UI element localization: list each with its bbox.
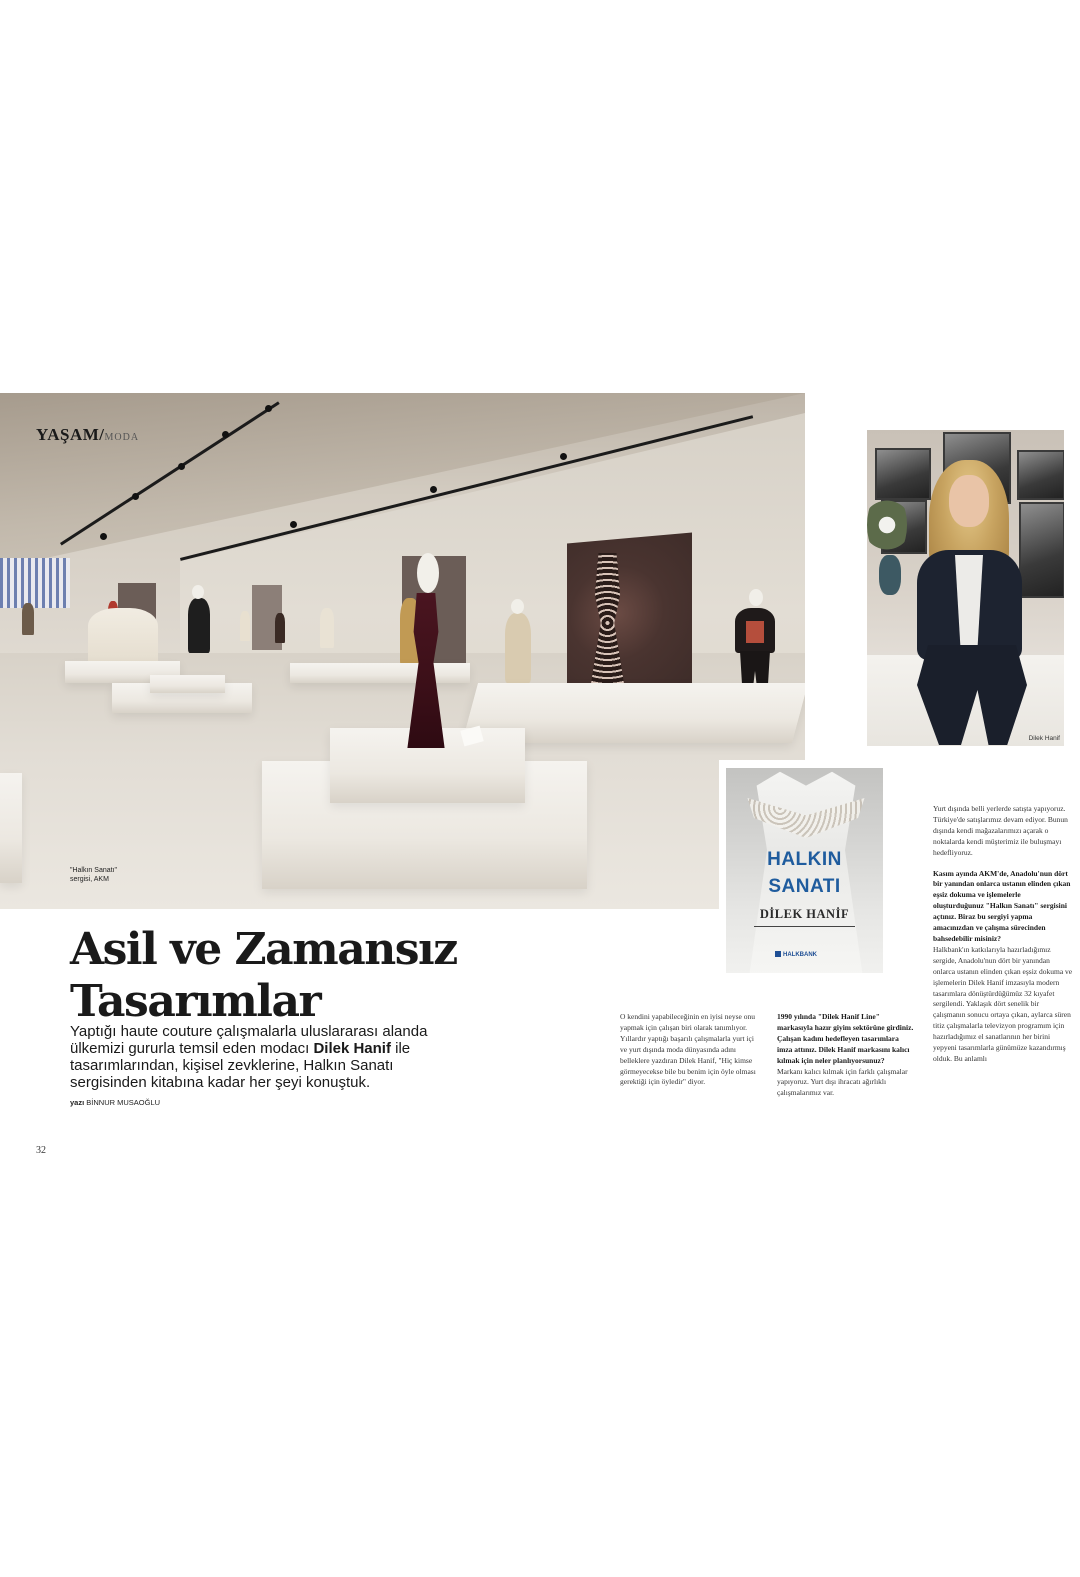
publisher-logo [775, 951, 817, 958]
body-paragraph: O kendini yapabileceğinin en iyisi neyse onu yapmak için çalışan biri olarak tanımlıyor. Yıllardır yaptığı başarılı çalışmalarla yurt içi ve yurt dışında moda dünyasında adını belleklere yazdıran Dilek Hanif, "Hiç kimse görmeyecekse bile bu benim için öyle olması gerektiği için öyledir" diyor. [620, 1012, 756, 1087]
portrait-photo [867, 430, 1064, 746]
byline [70, 1098, 160, 1107]
book-author: DİLEK HANİF [759, 907, 850, 921]
mannequin [240, 611, 250, 641]
book-title-line: HALKIN [767, 849, 842, 870]
photo-caption [70, 866, 180, 884]
wall-frame [1019, 502, 1064, 598]
book-divider [754, 926, 855, 927]
display-screen [0, 558, 70, 608]
article-headline [70, 924, 490, 1028]
spotlight [290, 521, 297, 528]
body-paragraph: Halkbank'ın katkılarıyla hazırladığımız sergide, Anadolu'nun dört bir yanından onlarca ustanın elinden çıkan eşsiz dokuma ve işlemelerin Dilek Hanif imzasıyla modern tasarımlara dönüştürdüğümüz 32 kıyafet sergilendi. Yaklaşık dört senelik bir çalışmanın sonucu ortaya çıkan, aylarca süren titiz çalışmalarla televizyon programım için hazırladığımız el sanatlarının her birini yepyeni tasarımlarla günümüze kazandırmış olduk. Bu anlamlı [933, 944, 1073, 1063]
body-paragraph: Markanı kalıcı kılmak için farklı çalışmalar yapıyoruz. Yurt dışı ihracatı ağırlıklı çalışmalarımız var. [777, 1066, 908, 1098]
byline-prefix: yazı [70, 1098, 85, 1107]
book-title-line: SANATI [768, 876, 841, 897]
interview-question: 1990 yılında "Dilek Hanif Line" markasıyla hazır giyim sektörüne girdiniz. Çalışan kadını hedefleyen tasarımlara imza attınız. Dilek Hanif markasını kalıcı kılmak için neler planlıyorsunuz? [777, 1012, 914, 1065]
book-cover [726, 768, 883, 973]
caption-line: sergisi, AKM [70, 876, 109, 883]
mannequin [275, 613, 285, 643]
halkbank-logo-icon [775, 951, 781, 957]
publisher-name: HALKBANK [783, 952, 817, 958]
mannequin-head [511, 599, 524, 614]
face [949, 475, 989, 527]
section-label [36, 425, 139, 445]
spotlight [100, 533, 107, 540]
plinth [0, 773, 22, 883]
plinth [150, 675, 225, 693]
beige-coat [505, 613, 531, 683]
designer-name: Dilek Hanif [313, 1040, 391, 1057]
interview-question: Kasım ayında AKM'de, Anadolu'nun dört bir yanından onlarca ustanın elinden çıkan eşsiz dokuma ve işlemelerle oluşturduğunuz "Halkın Sanatı" sergisini açtınız. Biraz bu sergiyi yapma amacınızdan ve çalışma sürecinden bahsedebilir misiniz? [933, 868, 1071, 943]
plant [867, 490, 907, 560]
portrait-caption: Dilek Hanif [1028, 735, 1060, 742]
wall-frame [1017, 450, 1064, 500]
book-title [726, 846, 883, 900]
body-column-2 [777, 1012, 915, 1099]
red-top [746, 621, 764, 643]
section-title: YAŞAM/ [36, 425, 105, 444]
spotlight [265, 405, 272, 412]
page-number: 32 [36, 1145, 46, 1156]
vase [879, 555, 901, 595]
spotlight [132, 493, 139, 500]
mannequin-head [192, 585, 204, 599]
black-suit [188, 598, 210, 653]
mannequin-head [749, 589, 763, 606]
body-paragraph: Yurt dışında belli yerlerde satışta yapıyoruz. Türkiye'de satışlarımız devam ediyor. Bunun dışında kendi mağazalarımızı açarak o noktalarda kendi müşterimiz ile buluşmayı hedefliyoruz. [933, 804, 1068, 857]
mannequin [22, 603, 34, 635]
headline-line: Asil ve Zamansız [70, 924, 457, 975]
spotlight [178, 463, 185, 470]
mannequin-head [417, 553, 439, 593]
standfirst-text: Yaptığı haute couture çalışmalarla uluslararası alanda ülkemizi gururla temsil eden modacı [70, 1023, 428, 1057]
spotlight [222, 431, 229, 438]
standfirst-text: ile tasarımlarından, kişisel zevklerine, Halkın Sanatı sergisinden kitabına kadar her şeyi konuştuk. [70, 1040, 411, 1091]
standfirst [70, 1023, 470, 1091]
headline-line: Tasarımlar [70, 976, 321, 1027]
exhibition-photo [0, 393, 805, 909]
caption-line: "Halkın Sanatı" [70, 867, 117, 874]
body-column-1 [620, 1012, 758, 1088]
spotlight [560, 453, 567, 460]
section-subtitle: MODA [104, 432, 140, 443]
white-gown [88, 608, 158, 668]
byline-author: BİNNUR MUSAOĞLU [86, 1098, 161, 1107]
body-column-3 [933, 804, 1073, 1065]
spotlight [430, 486, 437, 493]
mannequin [320, 608, 334, 648]
plinth [290, 663, 470, 683]
